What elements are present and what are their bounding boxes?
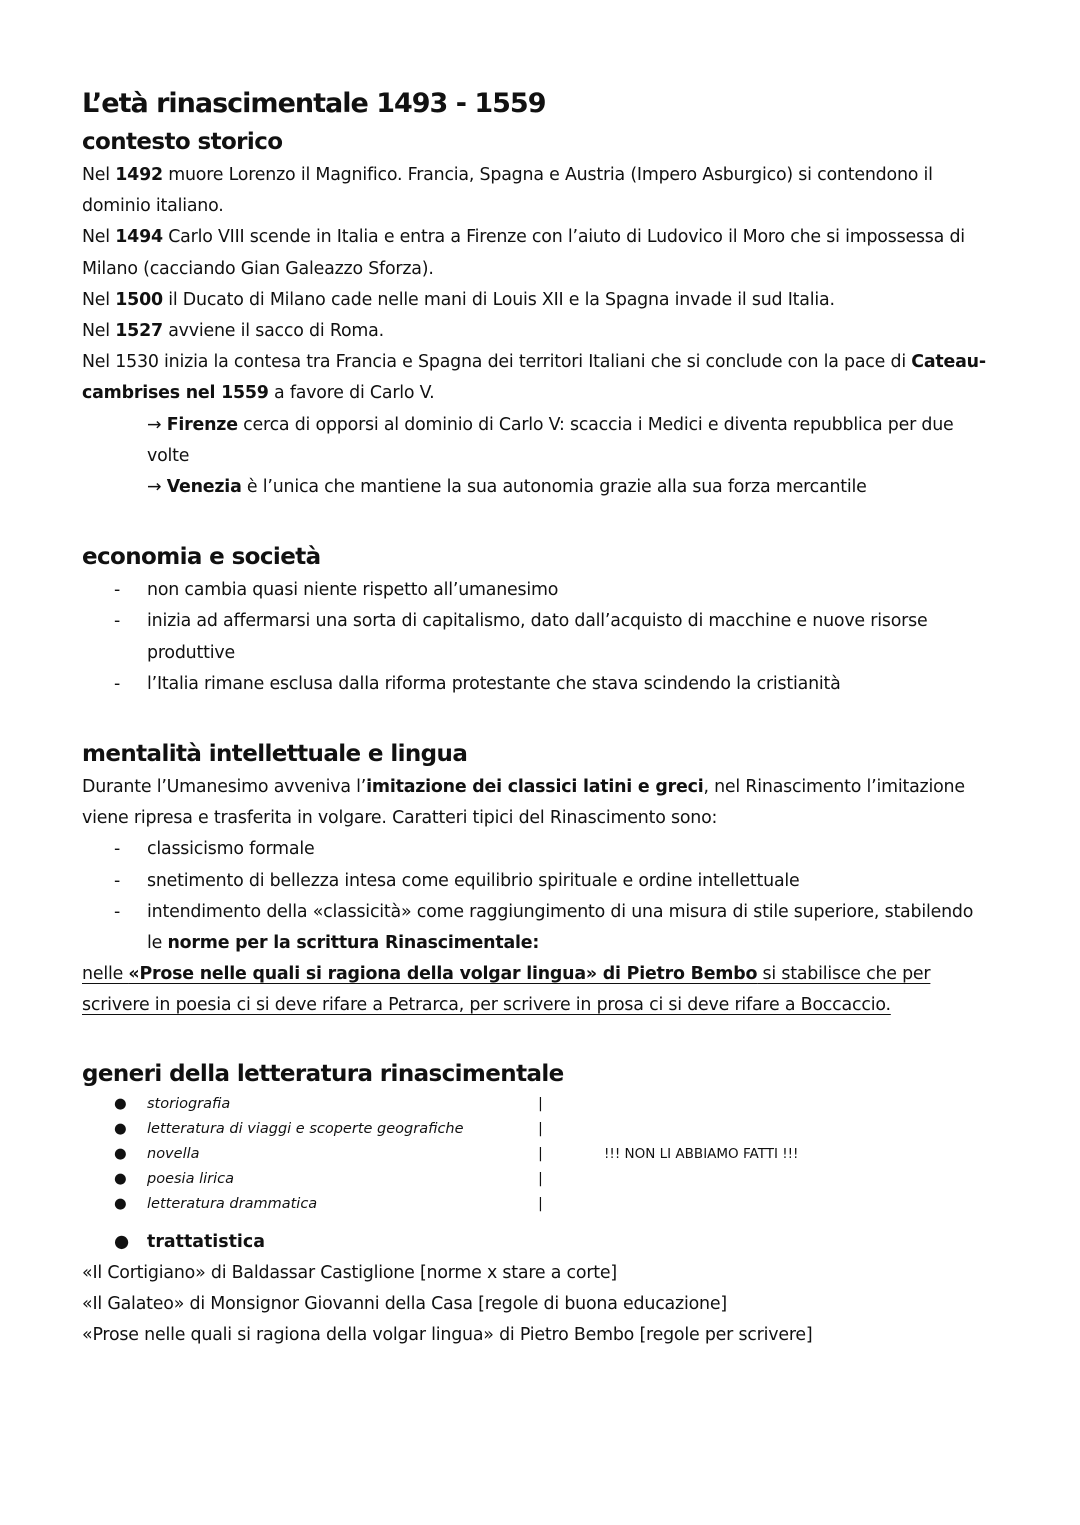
dash-bullet-icon: - bbox=[114, 839, 121, 860]
bar-divider: | bbox=[538, 1120, 543, 1137]
section-heading: contesto storico bbox=[82, 129, 283, 155]
dash-bullet-icon: - bbox=[114, 870, 121, 891]
list-item bbox=[82, 1117, 992, 1142]
section-generi-letteratura bbox=[82, 1056, 992, 1352]
item-text: intendimento della «classicità» come raggiungimento di una misura di stile superiore, stabilendo le bbox=[147, 901, 974, 954]
text: cerca di opporsi al dominio di Carlo V: scaccia i Medici e diventa repubblica per due volte bbox=[147, 414, 954, 466]
item-text: classicismo formale bbox=[147, 839, 315, 860]
text: Carlo VIII scende in Italia e entra a Firenze con l’aiuto di Ludovico il Moro che si impossessa di Milano (cacciando Gian Galeazzo Sforza). bbox=[82, 227, 965, 279]
bold-text: Venezia bbox=[166, 477, 242, 498]
text: il Ducato di Milano cade nelle mani di Louis XII e la Spagna invade il sud Italia. bbox=[162, 289, 835, 310]
bullet-icon: ● bbox=[114, 1145, 127, 1162]
text: Nel bbox=[82, 289, 116, 310]
intro-paragraph bbox=[82, 772, 992, 834]
text: , nel Rinascimento l’imitazione viene ripresa e trasferita in volgare. Caratteri tipici del Rinascimento sono: bbox=[82, 777, 965, 829]
list-item bbox=[82, 1167, 992, 1192]
bold-year: 1527 bbox=[115, 321, 163, 342]
list-item bbox=[82, 575, 992, 606]
bar-divider: | bbox=[538, 1195, 543, 1212]
paragraph-1492 bbox=[82, 160, 992, 222]
item-text: storiografia bbox=[147, 1095, 231, 1112]
paragraph-1494 bbox=[82, 222, 992, 284]
section-gap bbox=[82, 1022, 992, 1056]
list-item bbox=[82, 1192, 992, 1217]
section-mentalita-lingua bbox=[82, 736, 992, 1022]
paragraph-1500 bbox=[82, 285, 992, 316]
section-economia-societa bbox=[82, 539, 992, 700]
bar-divider: | bbox=[538, 1095, 543, 1112]
item-text: snetimento di bellezza intesa come equilibrio spirituale e ordine intellettuale bbox=[147, 870, 800, 891]
section-gap bbox=[82, 503, 992, 539]
arrow-icon: → bbox=[147, 414, 167, 435]
item-text: letteratura di viaggi e scoperte geografiche bbox=[147, 1120, 464, 1137]
bold-year: 1492 bbox=[115, 165, 163, 185]
list-item bbox=[82, 1092, 992, 1117]
item-text: non cambia quasi niente rispetto all’umanesimo bbox=[147, 580, 559, 601]
bold-year: 1494 bbox=[115, 227, 163, 248]
section-heading: mentalità intellettuale e lingua bbox=[82, 741, 468, 768]
dash-list bbox=[82, 834, 992, 959]
not-covered-note: !!! NON LI ABBIAMO FATTI !!! bbox=[604, 1145, 799, 1162]
bar-divider: | bbox=[538, 1145, 543, 1162]
bold-text: Firenze bbox=[166, 414, 238, 435]
list-item bbox=[82, 606, 992, 668]
text: a favore di Carlo V. bbox=[268, 383, 435, 404]
text: Nel bbox=[82, 227, 116, 248]
text: Nel 1530 inizia la contesa tra Francia e Spagna dei territori Italiani che si conclude con la pace di bbox=[82, 352, 912, 373]
text: è l’unica che mantiene la sua autonomia grazie alla sua forza mercantile bbox=[241, 477, 867, 498]
dash-list bbox=[82, 575, 992, 700]
list-item bbox=[82, 834, 992, 865]
document-page bbox=[82, 84, 992, 1351]
bullet-icon: ● bbox=[114, 1120, 127, 1137]
item-text: poesia lirica bbox=[147, 1170, 234, 1187]
item-text: letteratura drammatica bbox=[147, 1195, 318, 1212]
bold-year: 1500 bbox=[115, 289, 163, 310]
text: Durante l’Umanesimo avveniva l’ bbox=[82, 777, 367, 798]
dash-bullet-icon: - bbox=[114, 901, 121, 922]
item-text: trattatistica bbox=[147, 1231, 265, 1252]
list-item bbox=[82, 866, 992, 897]
item-text: inizia ad affermarsi una sorta di capitalismo, dato dall’acquisto di macchine e nuove risorse produttive bbox=[147, 611, 928, 663]
text: avviene il sacco di Roma. bbox=[162, 321, 384, 342]
underlined-bembo-paragraph bbox=[82, 959, 992, 1021]
paragraph-1527 bbox=[82, 316, 992, 347]
bullet-icon: ● bbox=[114, 1170, 127, 1187]
text: muore Lorenzo il Magnifico. Francia, Spagna e Austria (Impero Asburgico) si contendono il dominio italiano. bbox=[82, 165, 933, 217]
text: nelle bbox=[82, 964, 129, 985]
item-text: novella bbox=[147, 1145, 200, 1162]
section-heading: generi della letteratura rinascimentale bbox=[82, 1060, 564, 1087]
bar-divider: | bbox=[538, 1170, 543, 1187]
bold-text: norme per la scrittura Rinascimentale: bbox=[167, 933, 540, 954]
page-title: L’età rinascimentale 1493 - 1559 bbox=[82, 88, 546, 119]
bold-text: imitazione dei classici latini e greci bbox=[366, 777, 704, 798]
arrow-note-firenze bbox=[82, 410, 992, 472]
item-text: l’Italia rimane esclusa dalla riforma protestante che stava scindendo la cristianità bbox=[147, 673, 841, 694]
trattatistica-heading bbox=[82, 1227, 992, 1258]
work-cortigiano: «Il Cortigiano» di Baldassar Castiglione [norme x stare a corte] bbox=[82, 1262, 617, 1283]
dash-bullet-icon: - bbox=[114, 673, 121, 694]
text: si stabilisce che per scrivere in poesia ci si deve rifare a Petrarca, per scrivere in prosa ci si deve rifare a Boccaccio. bbox=[82, 964, 931, 1016]
bold-text: «Prose nelle quali si ragiona della volgar lingua» di Pietro Bembo bbox=[128, 964, 758, 985]
work-galateo: «Il Galateo» di Monsignor Giovanni della Casa [regole di buona educazione] bbox=[82, 1293, 727, 1314]
work-prose-bembo: «Prose nelle quali si ragiona della volgar lingua» di Pietro Bembo [regole per scrivere] bbox=[82, 1325, 813, 1346]
text: Nel bbox=[82, 321, 116, 342]
arrow-icon: → bbox=[147, 477, 167, 498]
bullet-icon: ● bbox=[114, 1231, 130, 1252]
list-item bbox=[82, 897, 992, 959]
text: Nel bbox=[82, 165, 116, 185]
dash-bullet-icon: - bbox=[114, 580, 121, 601]
bullet-icon: ● bbox=[114, 1195, 127, 1212]
dash-bullet-icon: - bbox=[114, 611, 121, 632]
section-contesto-storico bbox=[82, 124, 992, 503]
section-gap bbox=[82, 700, 992, 736]
section-heading: economia e società bbox=[82, 544, 321, 571]
genre-list bbox=[82, 1092, 992, 1217]
list-item bbox=[82, 669, 992, 700]
arrow-note-venezia bbox=[82, 472, 992, 503]
list-item bbox=[82, 1142, 992, 1167]
paragraph-1530 bbox=[82, 347, 992, 409]
bold-text: Cateau-cambrises nel 1559 bbox=[82, 352, 986, 404]
bullet-icon: ● bbox=[114, 1095, 127, 1112]
